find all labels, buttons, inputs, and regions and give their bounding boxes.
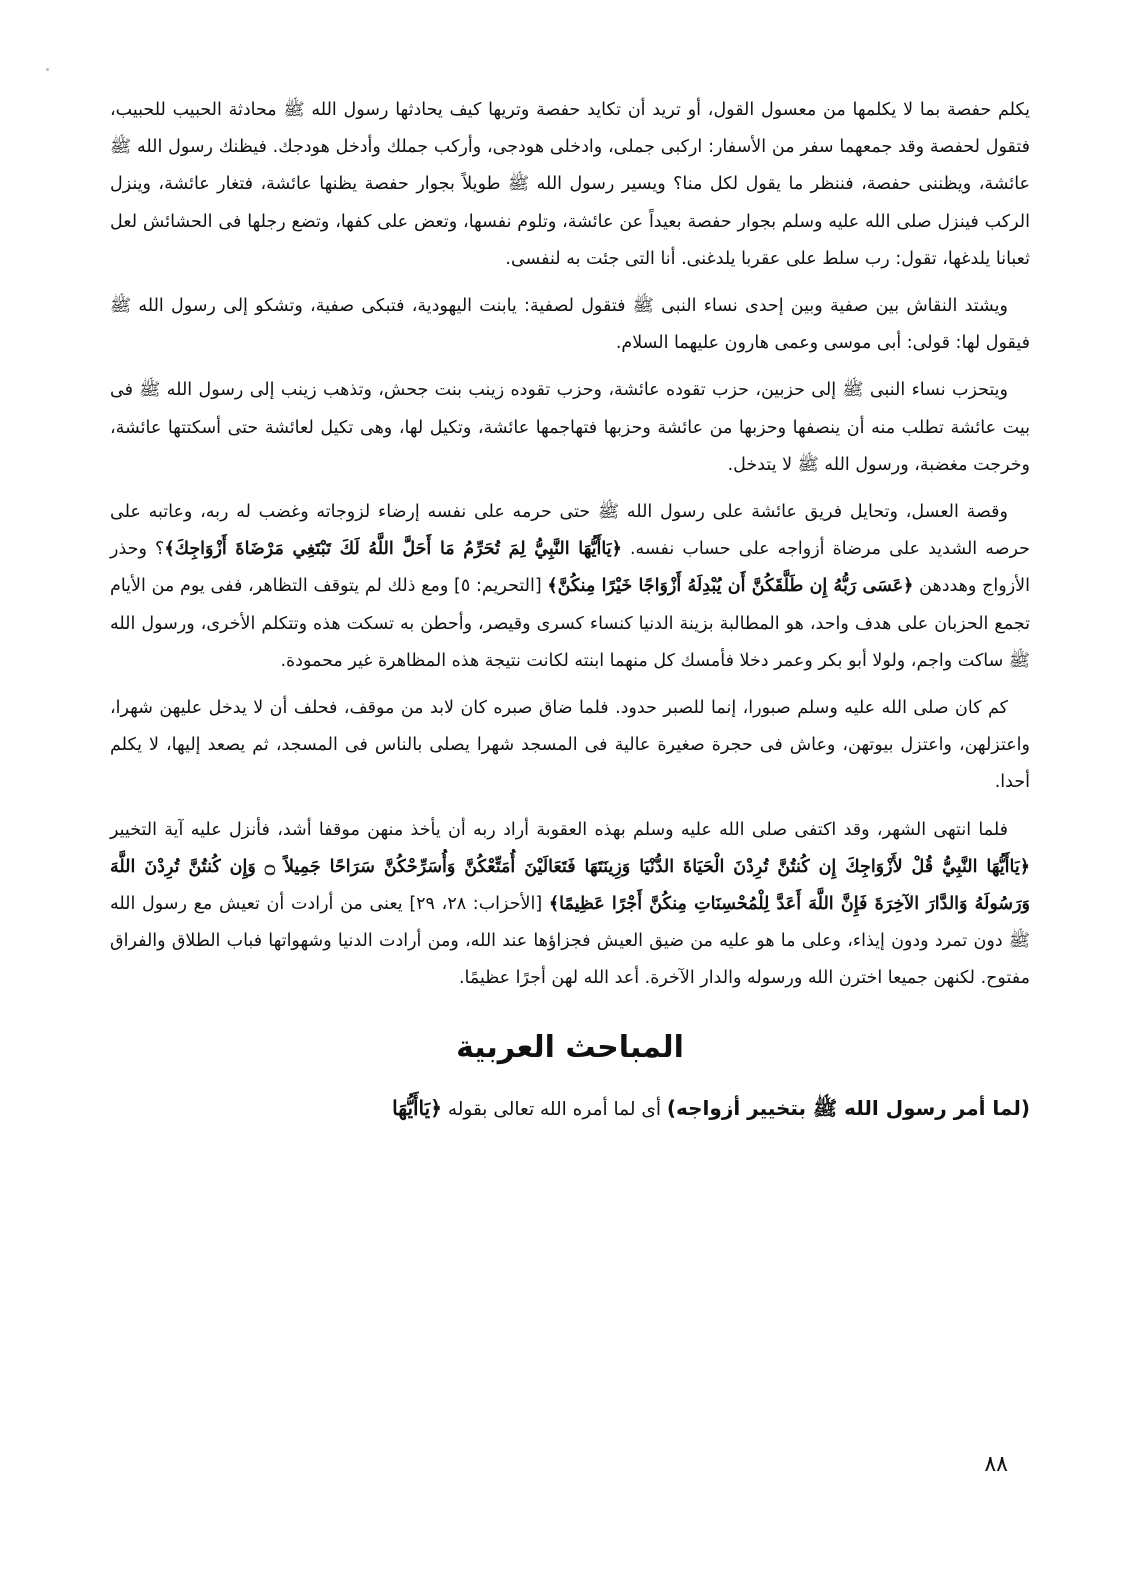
paragraph-6 (110, 812, 1030, 998)
paragraph-3: ويتحزب نساء النبى ﷺ إلى حزبين، حزب تقوده عائشة، وحزب تقوده زينب بنت جحش، وتذهب زينب إلى رسول الله ﷺ فى بيت عائشة تطلب منه أن ينصفها وحزبها من عائشة وحزبها فتهاجمها عائشة، وتكيل لها، وهى تكيل لعائشة حتى أسكتتها عائشة، وخرجت مغضبة، ورسول الله ﷺ لا يتدخل. (110, 380, 1030, 475)
scan-mark (46, 68, 49, 71)
quran-verse-tahrim-1: ﴿يَاأَيُّهَا النَّبِيُّ لِمَ تُحَرِّمُ مَا أَحَلَّ اللَّهُ لَكَ تَبْتَغِي مَرْضَاةَ أَزْوَاجِكَ﴾ (164, 539, 622, 560)
quran-verse-tahrim-5: ﴿عَسَى رَبُّهُ إِن طَلَّقَكُنَّ أَن يُبْدِلَهُ أَزْوَاجًا خَيْرًا مِنكُنَّ﴾ (547, 576, 914, 597)
lead-quran: ﴿يَاأَيُّهَا (392, 1095, 442, 1120)
paragraph-2: ويشتد النقاش بين صفية وبين إحدى نساء النبى ﷺ فتقول لصفية: يابنت اليهودية، فتبكى صفية، وتشكو إلى رسول الله ﷺ فيقول لها: قولى: أبى موسى وعمى هارون عليهما السلام. (110, 296, 1030, 354)
lead-bold: (لما أمر رسول الله ﷺ بتخيير أزواجه) (666, 1095, 1030, 1120)
section-heading: المباحث العربية (456, 1029, 684, 1065)
paragraph-6-text-b: [الأحزاب: ٢٨، ٢٩] يعنى من أرادت أن تعيش مع رسول الله ﷺ دون تمرد ودون إيذاء، وعلى ما هو عليه من ضيق العيش فجزاؤها عند الله، ومن أرادت الدنيا وشهواتها فباب الطلاق والفراق مفتوح. لكنهن جميعا اخترن الله ورسوله والدار الآخرة. أعد الله لهن أجرًا عظيمًا. (110, 894, 1030, 989)
paragraph-6-text-a: فلما انتهى الشهر، وقد اكتفى صلى الله عليه وسلم بهذه العقوبة أراد ربه أن يأخذ منهن موقفا أشد، فأنزل عليه آية التخيير (110, 819, 1008, 840)
lead-line (110, 1090, 1030, 1128)
page-number: ٨٨ (984, 1452, 1008, 1477)
paragraph-4 (110, 494, 1030, 680)
page-body (110, 92, 1030, 1128)
paragraph-4-text-a: وقصة العسل، وتحايل فريق عائشة على رسول الله ﷺ حتى حرمه على نفسه إرضاء لزوجاته وغضب له ربه، وعاتبه على حرصه الشديد على مرضاة أزواجه على حساب نفسه. (110, 502, 1030, 560)
lead-rest: أى لما أمره الله تعالى بقوله (441, 1098, 667, 1120)
quran-verse-ahzab: ﴿يَاأَيُّهَا النَّبِيُّ قُلْ لأَزْوَاجِكَ إِن كُنتُنَّ تُرِدْنَ الْحَيَاةَ الدُّنْيَا وَزِينَتَهَا فَتَعَالَيْنَ أُمَتِّعْكُنَّ وَأُسَرِّحْكُنَّ سَرَاحًا جَمِيلاً ۝ وَإِن كُنتُنَّ تُرِدْنَ اللَّهَ وَرَسُولَهُ وَالدَّارَ الآخِرَةَ فَإِنَّ اللَّهَ أَعَدَّ لِلْمُحْسِنَاتِ مِنكُنَّ أَجْرًا عَظِيمًا﴾ (110, 856, 1030, 915)
paragraph-5: كم كان صلى الله عليه وسلم صبورا، إنما للصبر حدود. فلما ضاق صبره كان لابد من موقف، فحلف أن لا يدخل عليهن شهرا، واعتزلهن، واعتزل بيوتهن، وعاش فى حجرة صغيرة عالية فى المسجد شهرا يصلى بالناس فى المسجد، ثم يصعد إليها، لا يكلم أحدا. (110, 698, 1030, 793)
paragraph-4-text-c: [التحريم: ٥] ومع ذلك لم يتوقف التظاهر، ففى يوم من الأيام تجمع الحزبان على هدف واحد، هو المطالبة بزينة الدنيا كنساء كسرى وقيصر، وأحطن به تسكت هذه وتتكلم الأخرى، ورسول الله ﷺ ساكت واجم، ولولا أبو بكر وعمر دخلا فأمسك كل منهما ابنته لكانت نتيجة هذه المظاهرة غير محمودة. (110, 576, 1030, 671)
paragraph-1: يكلم حفصة بما لا يكلمها من معسول القول، أو تريد أن تكايد حفصة وتريها كيف يحادثها رسول الله ﷺ محادثة الحبيب للحبيب، فتقول لحفصة وقد جمعهما سفر من الأسفار: اركبى جملى، وادخلى هودجى، وأركب جملك وأدخل هودجك. فيظنك رسول الله ﷺ عائشة، ويظننى حفصة، فننظر ما يقول لكل منا؟ ويسير رسول الله ﷺ طويلاً بجوار حفصة يظنها عائشة، فتغار عائشة، وينزل الركب فينزل صلى الله عليه وسلم بجوار حفصة بعيداً عن عائشة، وتلوم نفسها، وتعض على كفها، وتضع رجلها فى الحشائش لعل ثعبانا يلدغها، تقول: رب سلط على عقربا يلدغنى. أنا التى جئت به لنفسى. (110, 100, 1030, 269)
paragraph-4-text-b: ؟ وحذر الأزواج وهددهن (110, 539, 1030, 597)
